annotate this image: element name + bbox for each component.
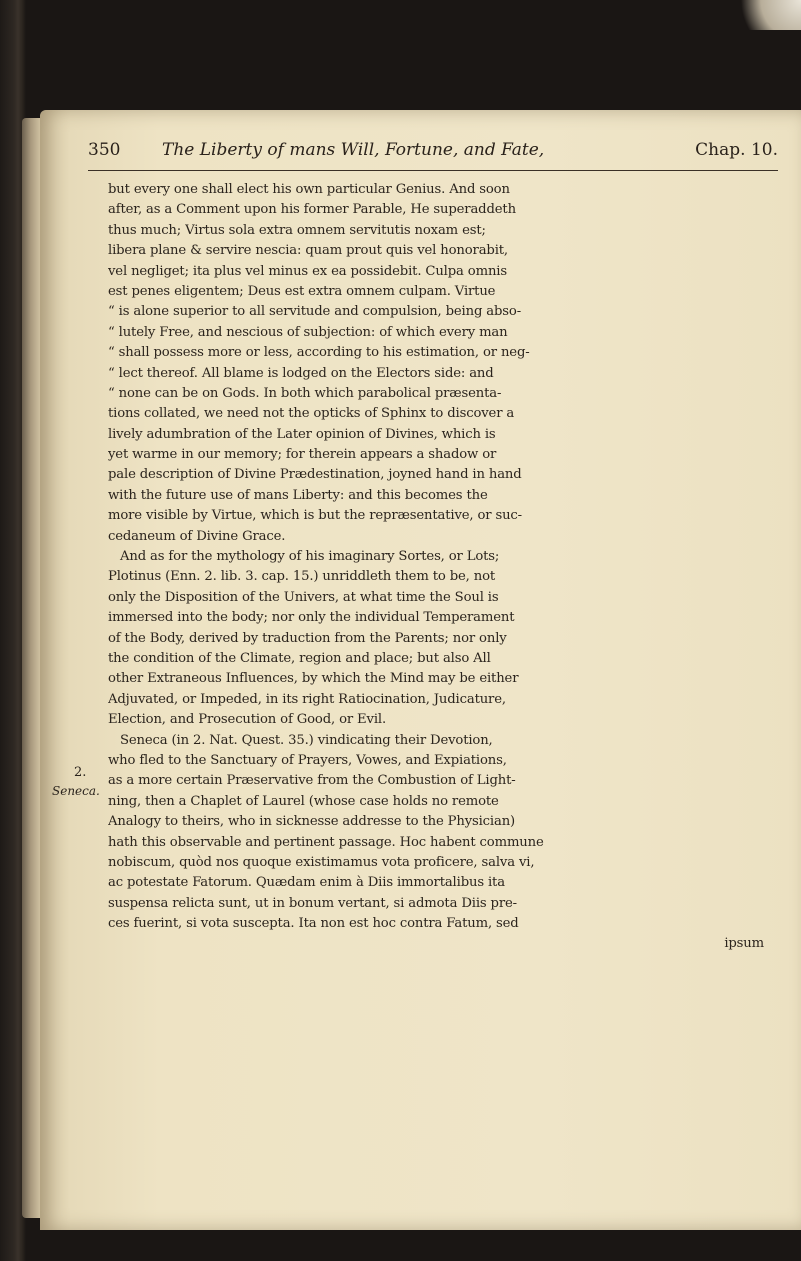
text-line: the condition of the Climate, region and place; but also All [108,650,491,666]
text-line: Election, and Prosecution of Good, or Evil. [108,712,387,728]
text-line: with the future use of mans Liberty: and this becomes the [108,487,488,503]
text-line: more visible by Virtue, which is but the repræsentative, or suc- [108,508,522,524]
text-line: as a more certain Præservative from the Combustion of Light- [108,773,516,789]
text-line: ipsum [724,936,764,952]
text-line: “ shall possess more or less, according to his estimation, or neg- [108,345,530,361]
text-line: hath this observable and pertinent passage. Hoc habent commune [108,834,544,850]
text-line: of the Body, derived by traduction from the Parents; nor only [108,630,507,646]
text-line: thus much; Virtus sola extra omnem servitutis noxam est; [108,222,486,238]
text-line: only the Disposition of the Univers, at what time the Soul is [108,589,499,605]
margin-note-number: 2. [74,765,87,780]
text-line: Analogy to theirs, who in sicknesse addresse to the Physician) [108,814,516,830]
page-number: 350 [88,140,121,160]
text-line: immersed into the body; nor only the individual Temperament [108,610,515,626]
margin-note-name: Seneca. [52,784,100,798]
body-text [108,180,784,955]
text-line: pale description of Divine Prædestination, joyned hand in hand [108,467,522,483]
text-line: after, as a Comment upon his former Parable, He superaddeth [108,202,516,218]
text-line: nobiscum, quòd nos quoque existimamus vota proficere, salva vi, [108,854,535,870]
text-line: tions collated, we need not the opticks of Sphinx to discover a [108,406,515,422]
running-head [88,140,778,171]
scan-corner [741,0,801,30]
text-line: Seneca (in 2. Nat. Quest. 35.) vindicating their Devotion, [120,732,493,748]
text-line: “ none can be on Gods. In both which parabolical præsenta- [108,385,502,401]
text-line: other Extraneous Influences, by which the Mind may be either [108,671,519,687]
text-line: Adjuvated, or Impeded, in its right Ratiocination, Judicature, [108,691,506,707]
text-line: but every one shall elect his own particular Genius. And soon [108,182,510,197]
text-line: “ lect thereof. All blame is lodged on the Electors side: and [108,365,494,381]
text-line: vel negliget; ita plus vel minus ex ea possidebit. Culpa omnis [108,263,507,279]
chapter-label: Chap. 10. [695,140,778,160]
text-line: “ is alone superior to all servitude and compulsion, being abso- [108,304,522,320]
text-line: est penes eligentem; Deus est extra omnem culpam. Virtue [108,283,496,299]
text-line: lively adumbration of the Later opinion of Divines, which is [108,426,496,442]
text-line: “ lutely Free, and nescious of subjection: of which every man [108,324,508,340]
text-line: suspensa relicta sunt, ut in bonum vertant, si admota Diis pre- [108,895,517,911]
text-line: cedaneum of Divine Grace. [108,528,286,544]
text-line: yet warme in our memory; for therein appears a shadow or [108,447,497,463]
text-line: Plotinus (Enn. 2. lib. 3. cap. 15.) unriddleth them to be, not [108,569,496,585]
running-title: The Liberty of mans Will, Fortune, and Fate, [162,140,545,160]
text-line: And as for the mythology of his imaginary Sortes, or Lots; [120,549,500,565]
text-line: ces fuerint, si vota suscepta. Ita non est hoc contra Fatum, sed [108,916,519,932]
text-line: who fled to the Sanctuary of Prayers, Vowes, and Expiations, [108,752,507,768]
text-line: ac potestate Fatorum. Quædam enim à Diis immortalibus ita [108,875,505,891]
text-line: libera plane & servire nescia: quam prout quis vel honorabit, [108,243,508,259]
text-line: ning, then a Chaplet of Laurel (whose case holds no remote [108,793,499,809]
